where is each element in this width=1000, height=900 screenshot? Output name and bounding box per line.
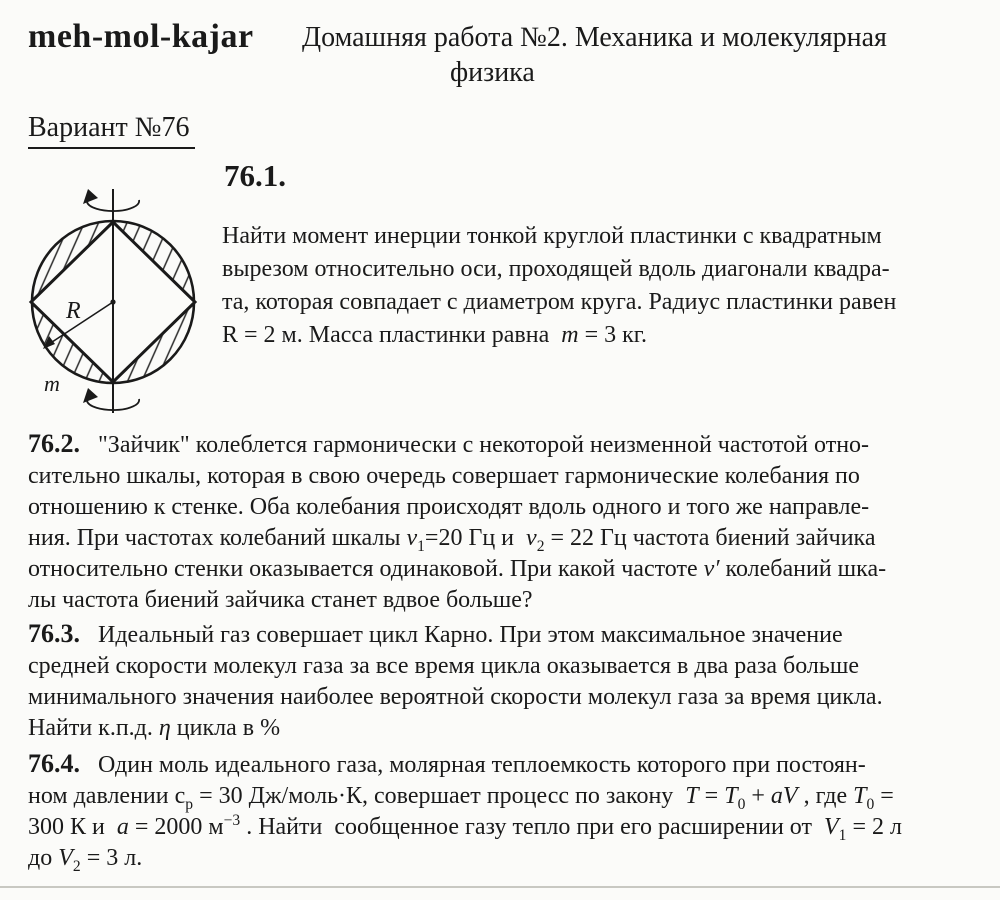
plate-diagram bbox=[14, 184, 226, 426]
problem-76-2-line: лы частота биений зайчика станет вдвое больше? bbox=[28, 587, 533, 613]
problem-76-4-line: ном давлении $с_р = 30$ Дж/моль·К, совершает процесс по закону $T = T_0$ + aV , где $T_0$ = bbox=[28, 783, 894, 813]
problem-76-1-number: 76.1. bbox=[224, 158, 286, 193]
problem-76-2-line: относительно стенки оказывается одинаковой. При какой частоте ν′ колебаний шка- bbox=[28, 556, 887, 582]
problem-76-1-line: вырезом относительно оси, проходящей вдоль диагонали квадра- bbox=[222, 256, 890, 282]
problem-76-2-line: ния. При частотах колебаний шкалы $\nu_1=20$ Гц и $\nu_2 = 22$ Гц частота биений зайчика bbox=[28, 525, 876, 555]
homework-title-line1: Домашняя работа №2. Механика и молекулярная bbox=[302, 22, 887, 53]
watermark-logo: meh-mol-kajar bbox=[28, 18, 254, 55]
problem-76-3-line: Найти к.п.д. η цикла в % bbox=[28, 715, 281, 741]
problem-76-1-text bbox=[222, 220, 970, 352]
problem-76-1-line: R = 2 м. Масса пластинки равна m = 3 кг. bbox=[222, 322, 647, 348]
problem-76-1-line: та, которая совпадает с диаметром круга. Радиус пластинки равен bbox=[222, 289, 897, 315]
mass-label: m bbox=[44, 371, 60, 396]
problem-76-2-line: сительно шкалы, которая в свою очередь совершает гармонические колебания по bbox=[28, 463, 860, 489]
problem-76-2-line: 76.2. "Зайчик" колеблется гармонически с некоторой неизменной частотой отно- bbox=[28, 429, 870, 458]
problem-76-3-line: минимального значения наиболее вероятной скорости молекул газа за время цикла. bbox=[28, 684, 883, 710]
problem-76-2-line: отношению к стенке. Оба колебания происходят вдоль одного и того же направле- bbox=[28, 494, 870, 520]
homework-title-line2: физика bbox=[450, 57, 535, 88]
problem-76-2-text bbox=[28, 428, 963, 616]
radius-label: R bbox=[66, 298, 81, 324]
rotation-arrow-top-icon bbox=[83, 189, 139, 211]
rotation-arrow-bottom-icon bbox=[83, 388, 139, 410]
scan-divider-line bbox=[0, 886, 1000, 888]
problem-76-4-line: до $V_2 = 3$ л. bbox=[28, 845, 143, 875]
problem-76-3-text bbox=[28, 618, 963, 744]
problem-76-4-line: 76.4. Один моль идеального газа, молярная теплоемкость которого при постоян- bbox=[28, 749, 866, 778]
problem-76-3-line: 76.3. Идеальный газ совершает цикл Карно. При этом максимальное значение bbox=[28, 619, 843, 648]
center-dot bbox=[110, 299, 115, 304]
problem-76-4-line: 300 К и a = 2000 $м^{-3}$ . Найти сообщенное газу тепло при его расширении от $V_1 = 2$ л bbox=[28, 812, 902, 844]
variant-heading: Вариант №76 bbox=[28, 112, 195, 149]
problem-76-3-line: средней скорости молекул газа за все время цикла оказывается в два раза больше bbox=[28, 653, 859, 679]
problem-76-1-line: Найти момент инерции тонкой круглой пластинки с квадратным bbox=[222, 223, 882, 249]
problem-76-4-text bbox=[28, 748, 963, 874]
